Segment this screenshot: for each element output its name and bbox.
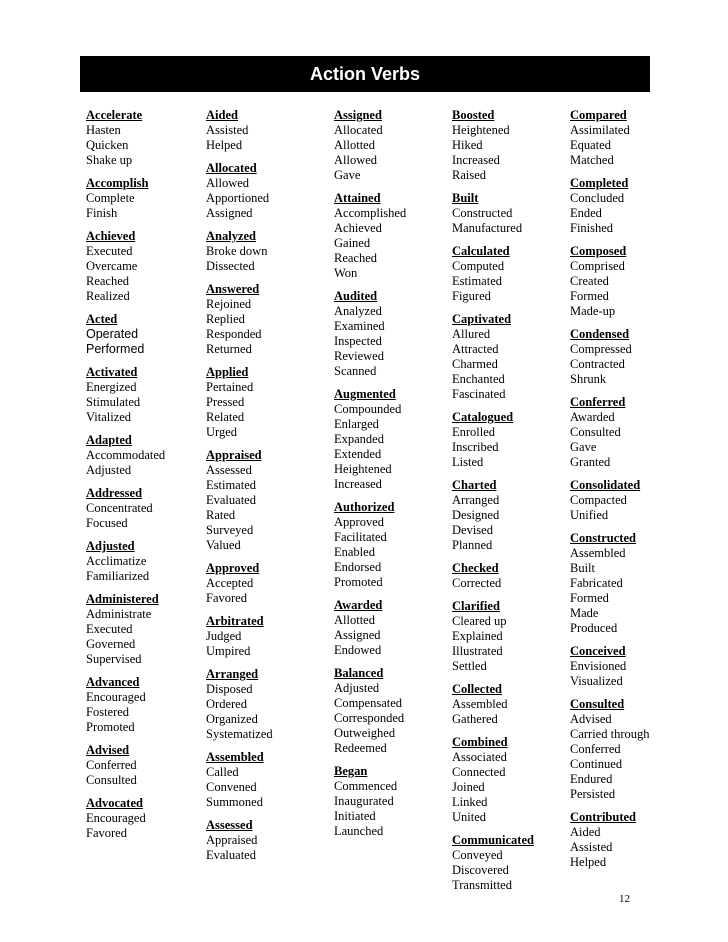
synonym-item: Settled <box>452 659 487 673</box>
verb-group <box>86 592 165 667</box>
synonym-item: Surveyed <box>206 523 254 537</box>
verb-group <box>206 282 273 357</box>
synonym-item: Created <box>570 274 609 288</box>
verb-group <box>206 229 273 274</box>
synonym-item: Familiarized <box>86 569 150 583</box>
synonym-item: Endured <box>570 772 613 786</box>
page-number: 12 <box>619 893 630 905</box>
synonym-item: Reviewed <box>334 349 384 363</box>
synonym-item: Urged <box>206 425 238 439</box>
verb-heading: Authorized <box>334 500 395 514</box>
synonym-item: Heightened <box>334 462 392 476</box>
synonym-item: Charmed <box>452 357 498 371</box>
synonym-item: Judged <box>206 629 242 643</box>
synonym-item: Transmitted <box>452 878 512 892</box>
synonym-item: Enrolled <box>452 425 496 439</box>
synonym-item: Connected <box>452 765 506 779</box>
synonym-item: Rejoined <box>206 297 252 311</box>
verb-heading: Adapted <box>86 433 132 447</box>
synonym-item: Envisioned <box>570 659 627 673</box>
synonym-item: Dissected <box>206 259 255 273</box>
verb-heading: Calculated <box>452 244 510 258</box>
synonym-item: Estimated <box>206 478 256 492</box>
synonym-item: Matched <box>570 153 614 167</box>
synonym-item: Called <box>206 765 239 779</box>
synonym-item: Allowed <box>206 176 250 190</box>
synonym-item: Arranged <box>452 493 500 507</box>
verb-heading: Combined <box>452 735 508 749</box>
verb-heading: Assigned <box>334 108 382 122</box>
synonym-item: Governed <box>86 637 136 651</box>
synonym-item: Unified <box>570 508 609 522</box>
verb-group <box>334 108 406 183</box>
synonym-item: Manufactured <box>452 221 523 235</box>
verb-heading: Arranged <box>206 667 259 681</box>
synonym-item: Helped <box>206 138 243 152</box>
synonym-item: Accomplished <box>334 206 407 220</box>
verb-group <box>452 191 534 236</box>
synonym-item: Expanded <box>334 432 384 446</box>
synonym-item: Enlarged <box>334 417 379 431</box>
verb-group <box>334 764 406 839</box>
synonym-item: Hiked <box>452 138 483 152</box>
synonym-item: Focused <box>86 516 128 530</box>
verb-heading: Accelerate <box>86 108 143 122</box>
synonym-item: Made <box>570 606 599 620</box>
verb-heading: Built <box>452 191 479 205</box>
synonym-item: Adjusted <box>334 681 380 695</box>
verb-group <box>334 191 406 281</box>
verb-heading: Administered <box>86 592 159 606</box>
verb-heading: Audited <box>334 289 378 303</box>
synonym-item: Compounded <box>334 402 402 416</box>
synonym-item: Conferred <box>86 758 137 772</box>
verb-group <box>570 478 650 523</box>
synonym-item: Gained <box>334 236 371 250</box>
verb-heading: Approved <box>206 561 260 575</box>
verb-group <box>452 682 534 727</box>
synonym-item: Cleared up <box>452 614 507 628</box>
synonym-item: Won <box>334 266 358 280</box>
synonym-item: Assisted <box>570 840 613 854</box>
synonym-item: Formed <box>570 289 609 303</box>
synonym-item: Summoned <box>206 795 263 809</box>
synonym-item: Promoted <box>334 575 383 589</box>
verb-group <box>452 599 534 674</box>
synonym-item: Pressed <box>206 395 245 409</box>
verb-heading: Boosted <box>452 108 495 122</box>
synonym-item: Returned <box>206 342 252 356</box>
synonym-item: Assessed <box>206 463 252 477</box>
verb-group <box>206 561 273 606</box>
synonym-item: Compacted <box>570 493 627 507</box>
synonym-item: Encouraged <box>86 811 146 825</box>
verb-group <box>452 478 534 553</box>
synonym-item: Ended <box>570 206 602 220</box>
synonym-item: Comprised <box>570 259 625 273</box>
verb-group <box>570 395 650 470</box>
verb-group <box>570 697 650 802</box>
synonym-item: Assigned <box>206 206 253 220</box>
synonym-item: Energized <box>86 380 137 394</box>
verb-group <box>452 833 534 893</box>
synonym-item: Equated <box>570 138 611 152</box>
verb-heading: Assessed <box>206 818 253 832</box>
verb-heading: Began <box>334 764 368 778</box>
verb-heading: Advanced <box>86 675 140 689</box>
verb-column-2 <box>206 108 273 871</box>
verb-group <box>206 448 273 553</box>
synonym-item: Allotted <box>334 138 375 152</box>
verb-heading: Communicated <box>452 833 534 847</box>
verb-column-1 <box>86 108 165 849</box>
verb-group <box>570 644 650 689</box>
synonym-item: Pertained <box>206 380 254 394</box>
verb-heading: Checked <box>452 561 499 575</box>
synonym-item: Formed <box>570 591 609 605</box>
synonym-item: Evaluated <box>206 493 256 507</box>
verb-group <box>86 743 165 788</box>
synonym-item: Outweighed <box>334 726 396 740</box>
synonym-item: Explained <box>452 629 503 643</box>
verb-heading: Assembled <box>206 750 264 764</box>
verb-heading: Condensed <box>570 327 630 341</box>
synonym-item: Produced <box>570 621 618 635</box>
synonym-item: Commenced <box>334 779 398 793</box>
verb-group <box>334 666 406 756</box>
synonym-item: Evaluated <box>206 848 256 862</box>
synonym-item: Valued <box>206 538 241 552</box>
synonym-item: Acclimatize <box>86 554 147 568</box>
synonym-item: Promoted <box>86 720 135 734</box>
synonym-item: Concluded <box>570 191 625 205</box>
verb-group <box>86 433 165 478</box>
synonym-item: Finished <box>570 221 614 235</box>
synonym-item: Corrected <box>452 576 502 590</box>
verb-group <box>206 667 273 742</box>
synonym-item: Associated <box>452 750 507 764</box>
synonym-item: Helped <box>570 855 607 869</box>
verb-group <box>570 327 650 387</box>
synonym-item: Allowed <box>334 153 378 167</box>
synonym-item: Administrate <box>86 607 152 621</box>
synonym-item: Consulted <box>570 425 621 439</box>
verb-heading: Allocated <box>206 161 257 175</box>
verb-heading: Advised <box>86 743 130 757</box>
verb-heading: Contributed <box>570 810 636 824</box>
synonym-item: Attracted <box>452 342 499 356</box>
synonym-item: Operated <box>86 327 139 341</box>
synonym-item: Reached <box>334 251 378 265</box>
synonym-item: Conveyed <box>452 848 503 862</box>
verb-heading: Applied <box>206 365 249 379</box>
synonym-item: Constructed <box>452 206 513 220</box>
synonym-item: Estimated <box>452 274 502 288</box>
synonym-item: Encouraged <box>86 690 146 704</box>
verb-heading: Consulted <box>570 697 625 711</box>
verb-heading: Catalogued <box>452 410 514 424</box>
synonym-item: Executed <box>86 244 133 258</box>
verb-group <box>86 796 165 841</box>
verb-group <box>570 531 650 636</box>
synonym-item: Endowed <box>334 643 382 657</box>
synonym-item: Analyzed <box>334 304 382 318</box>
synonym-item: Supervised <box>86 652 142 666</box>
verb-group <box>334 289 406 379</box>
synonym-item: Related <box>206 410 245 424</box>
synonym-item: Aided <box>570 825 601 839</box>
verb-heading: Captivated <box>452 312 512 326</box>
synonym-item: Heightened <box>452 123 510 137</box>
synonym-item: Approved <box>334 515 384 529</box>
synonym-item: Accommodated <box>86 448 166 462</box>
verb-group <box>334 598 406 658</box>
verb-group <box>86 108 165 168</box>
synonym-item: Redeemed <box>334 741 387 755</box>
synonym-item: Organized <box>206 712 258 726</box>
synonym-item: Rated <box>206 508 236 522</box>
verb-group <box>206 818 273 863</box>
verb-heading: Balanced <box>334 666 384 680</box>
synonym-item: Umpired <box>206 644 251 658</box>
verb-heading: Adjusted <box>86 539 135 553</box>
synonym-item: Broke down <box>206 244 268 258</box>
synonym-item: Allured <box>452 327 491 341</box>
synonym-item: Gave <box>334 168 361 182</box>
verb-group <box>334 387 406 492</box>
verb-group <box>86 486 165 531</box>
synonym-item: Favored <box>86 826 127 840</box>
synonym-item: Enabled <box>334 545 375 559</box>
synonym-item: Contracted <box>570 357 625 371</box>
verb-group <box>570 108 650 168</box>
synonym-item: Realized <box>86 289 130 303</box>
synonym-item: Linked <box>452 795 488 809</box>
synonym-item: Visualized <box>570 674 623 688</box>
verb-heading: Appraised <box>206 448 262 462</box>
synonym-item: Executed <box>86 622 133 636</box>
synonym-item: Made-up <box>570 304 616 318</box>
synonym-item: Vitalized <box>86 410 132 424</box>
synonym-item: Advised <box>570 712 612 726</box>
verb-group <box>206 108 273 153</box>
verb-heading: Achieved <box>86 229 136 243</box>
synonym-item: Awarded <box>570 410 615 424</box>
verb-column-3 <box>334 108 406 847</box>
verb-heading: Awarded <box>334 598 383 612</box>
page-title: Action Verbs <box>80 56 650 92</box>
synonym-item: Inscribed <box>452 440 499 454</box>
synonym-item: Designed <box>452 508 500 522</box>
verb-group <box>570 176 650 236</box>
synonym-item: Overcame <box>86 259 138 273</box>
verb-heading: Clarified <box>452 599 500 613</box>
synonym-item: Initiated <box>334 809 376 823</box>
synonym-item: Appraised <box>206 833 258 847</box>
synonym-item: Systematized <box>206 727 273 741</box>
verb-group <box>206 614 273 659</box>
synonym-item: Apportioned <box>206 191 270 205</box>
synonym-item: Responded <box>206 327 262 341</box>
synonym-item: Scanned <box>334 364 377 378</box>
synonym-item: Examined <box>334 319 385 333</box>
synonym-item: Hasten <box>86 123 121 137</box>
verb-heading: Conferred <box>570 395 626 409</box>
verb-group <box>570 810 650 870</box>
verb-group <box>86 675 165 735</box>
synonym-item: Compensated <box>334 696 403 710</box>
synonym-item: Carried through <box>570 727 650 741</box>
verb-group <box>334 500 406 590</box>
verb-heading: Augmented <box>334 387 396 401</box>
synonym-item: Extended <box>334 447 382 461</box>
verb-heading: Composed <box>570 244 627 258</box>
synonym-item: Corresponded <box>334 711 405 725</box>
synonym-item: Fostered <box>86 705 130 719</box>
verb-column-5 <box>570 108 650 878</box>
verb-heading: Collected <box>452 682 502 696</box>
synonym-item: Favored <box>206 591 247 605</box>
synonym-item: Assimilated <box>570 123 630 137</box>
verb-group <box>86 229 165 304</box>
synonym-item: United <box>452 810 487 824</box>
synonym-item: Enchanted <box>452 372 505 386</box>
synonym-item: Illustrated <box>452 644 503 658</box>
verb-group <box>206 750 273 810</box>
synonym-item: Quicken <box>86 138 129 152</box>
synonym-item: Listed <box>452 455 484 469</box>
verb-heading: Activated <box>86 365 138 379</box>
verb-group <box>452 561 534 591</box>
synonym-item: Concentrated <box>86 501 153 515</box>
verb-group <box>206 365 273 440</box>
synonym-item: Joined <box>452 780 485 794</box>
verb-group <box>452 244 534 304</box>
synonym-item: Inspected <box>334 334 382 348</box>
synonym-item: Gave <box>570 440 597 454</box>
verb-group <box>452 410 534 470</box>
synonym-item: Finish <box>86 206 118 220</box>
synonym-item: Facilitated <box>334 530 387 544</box>
synonym-item: Allocated <box>334 123 383 137</box>
synonym-item: Accepted <box>206 576 254 590</box>
verb-heading: Consolidated <box>570 478 641 492</box>
verb-group <box>86 176 165 221</box>
synonym-item: Convened <box>206 780 257 794</box>
synonym-item: Ordered <box>206 697 247 711</box>
verb-heading: Accomplish <box>86 176 149 190</box>
synonym-item: Endorsed <box>334 560 382 574</box>
synonym-item: Adjusted <box>86 463 132 477</box>
synonym-item: Launched <box>334 824 384 838</box>
verb-heading: Answered <box>206 282 260 296</box>
synonym-item: Discovered <box>452 863 509 877</box>
synonym-item: Built <box>570 561 596 575</box>
synonym-item: Granted <box>570 455 611 469</box>
synonym-item: Compressed <box>570 342 632 356</box>
synonym-item: Disposed <box>206 682 253 696</box>
synonym-item: Assigned <box>334 628 381 642</box>
synonym-item: Persisted <box>570 787 616 801</box>
verb-group <box>570 244 650 319</box>
verb-group <box>86 365 165 425</box>
synonym-item: Allotted <box>334 613 375 627</box>
verb-group <box>86 539 165 584</box>
verb-group <box>206 161 273 221</box>
verb-column-4 <box>452 108 534 901</box>
synonym-item: Planned <box>452 538 493 552</box>
verb-heading: Arbitrated <box>206 614 264 628</box>
synonym-item: Stimulated <box>86 395 141 409</box>
synonym-item: Raised <box>452 168 487 182</box>
synonym-item: Shrunk <box>570 372 607 386</box>
synonym-item: Fabricated <box>570 576 623 590</box>
synonym-item: Replied <box>206 312 245 326</box>
verb-heading: Constructed <box>570 531 636 545</box>
synonym-item: Achieved <box>334 221 382 235</box>
verb-heading: Attained <box>334 191 381 205</box>
verb-group <box>452 108 534 183</box>
verb-group <box>452 312 534 402</box>
synonym-item: Fascinated <box>452 387 506 401</box>
verb-heading: Completed <box>570 176 629 190</box>
synonym-item: Continued <box>570 757 623 771</box>
verb-heading: Acted <box>86 312 118 326</box>
verb-heading: Advocated <box>86 796 143 810</box>
synonym-item: Increased <box>452 153 500 167</box>
synonym-item: Inaugurated <box>334 794 394 808</box>
synonym-item: Assembled <box>570 546 626 560</box>
verb-heading: Conceived <box>570 644 626 658</box>
verb-heading: Addressed <box>86 486 143 500</box>
synonym-item: Performed <box>86 342 145 356</box>
synonym-item: Conferred <box>570 742 621 756</box>
synonym-item: Shake up <box>86 153 133 167</box>
synonym-item: Increased <box>334 477 382 491</box>
synonym-item: Complete <box>86 191 135 205</box>
synonym-item: Devised <box>452 523 493 537</box>
verb-heading: Compared <box>570 108 627 122</box>
verb-heading: Analyzed <box>206 229 256 243</box>
synonym-item: Consulted <box>86 773 137 787</box>
synonym-item: Figured <box>452 289 491 303</box>
verb-heading: Aided <box>206 108 238 122</box>
verb-group <box>452 735 534 825</box>
synonym-item: Reached <box>86 274 130 288</box>
synonym-item: Gathered <box>452 712 498 726</box>
verb-heading: Charted <box>452 478 497 492</box>
synonym-item: Assembled <box>452 697 508 711</box>
verb-group <box>86 312 165 357</box>
synonym-item: Computed <box>452 259 505 273</box>
synonym-item: Assisted <box>206 123 249 137</box>
